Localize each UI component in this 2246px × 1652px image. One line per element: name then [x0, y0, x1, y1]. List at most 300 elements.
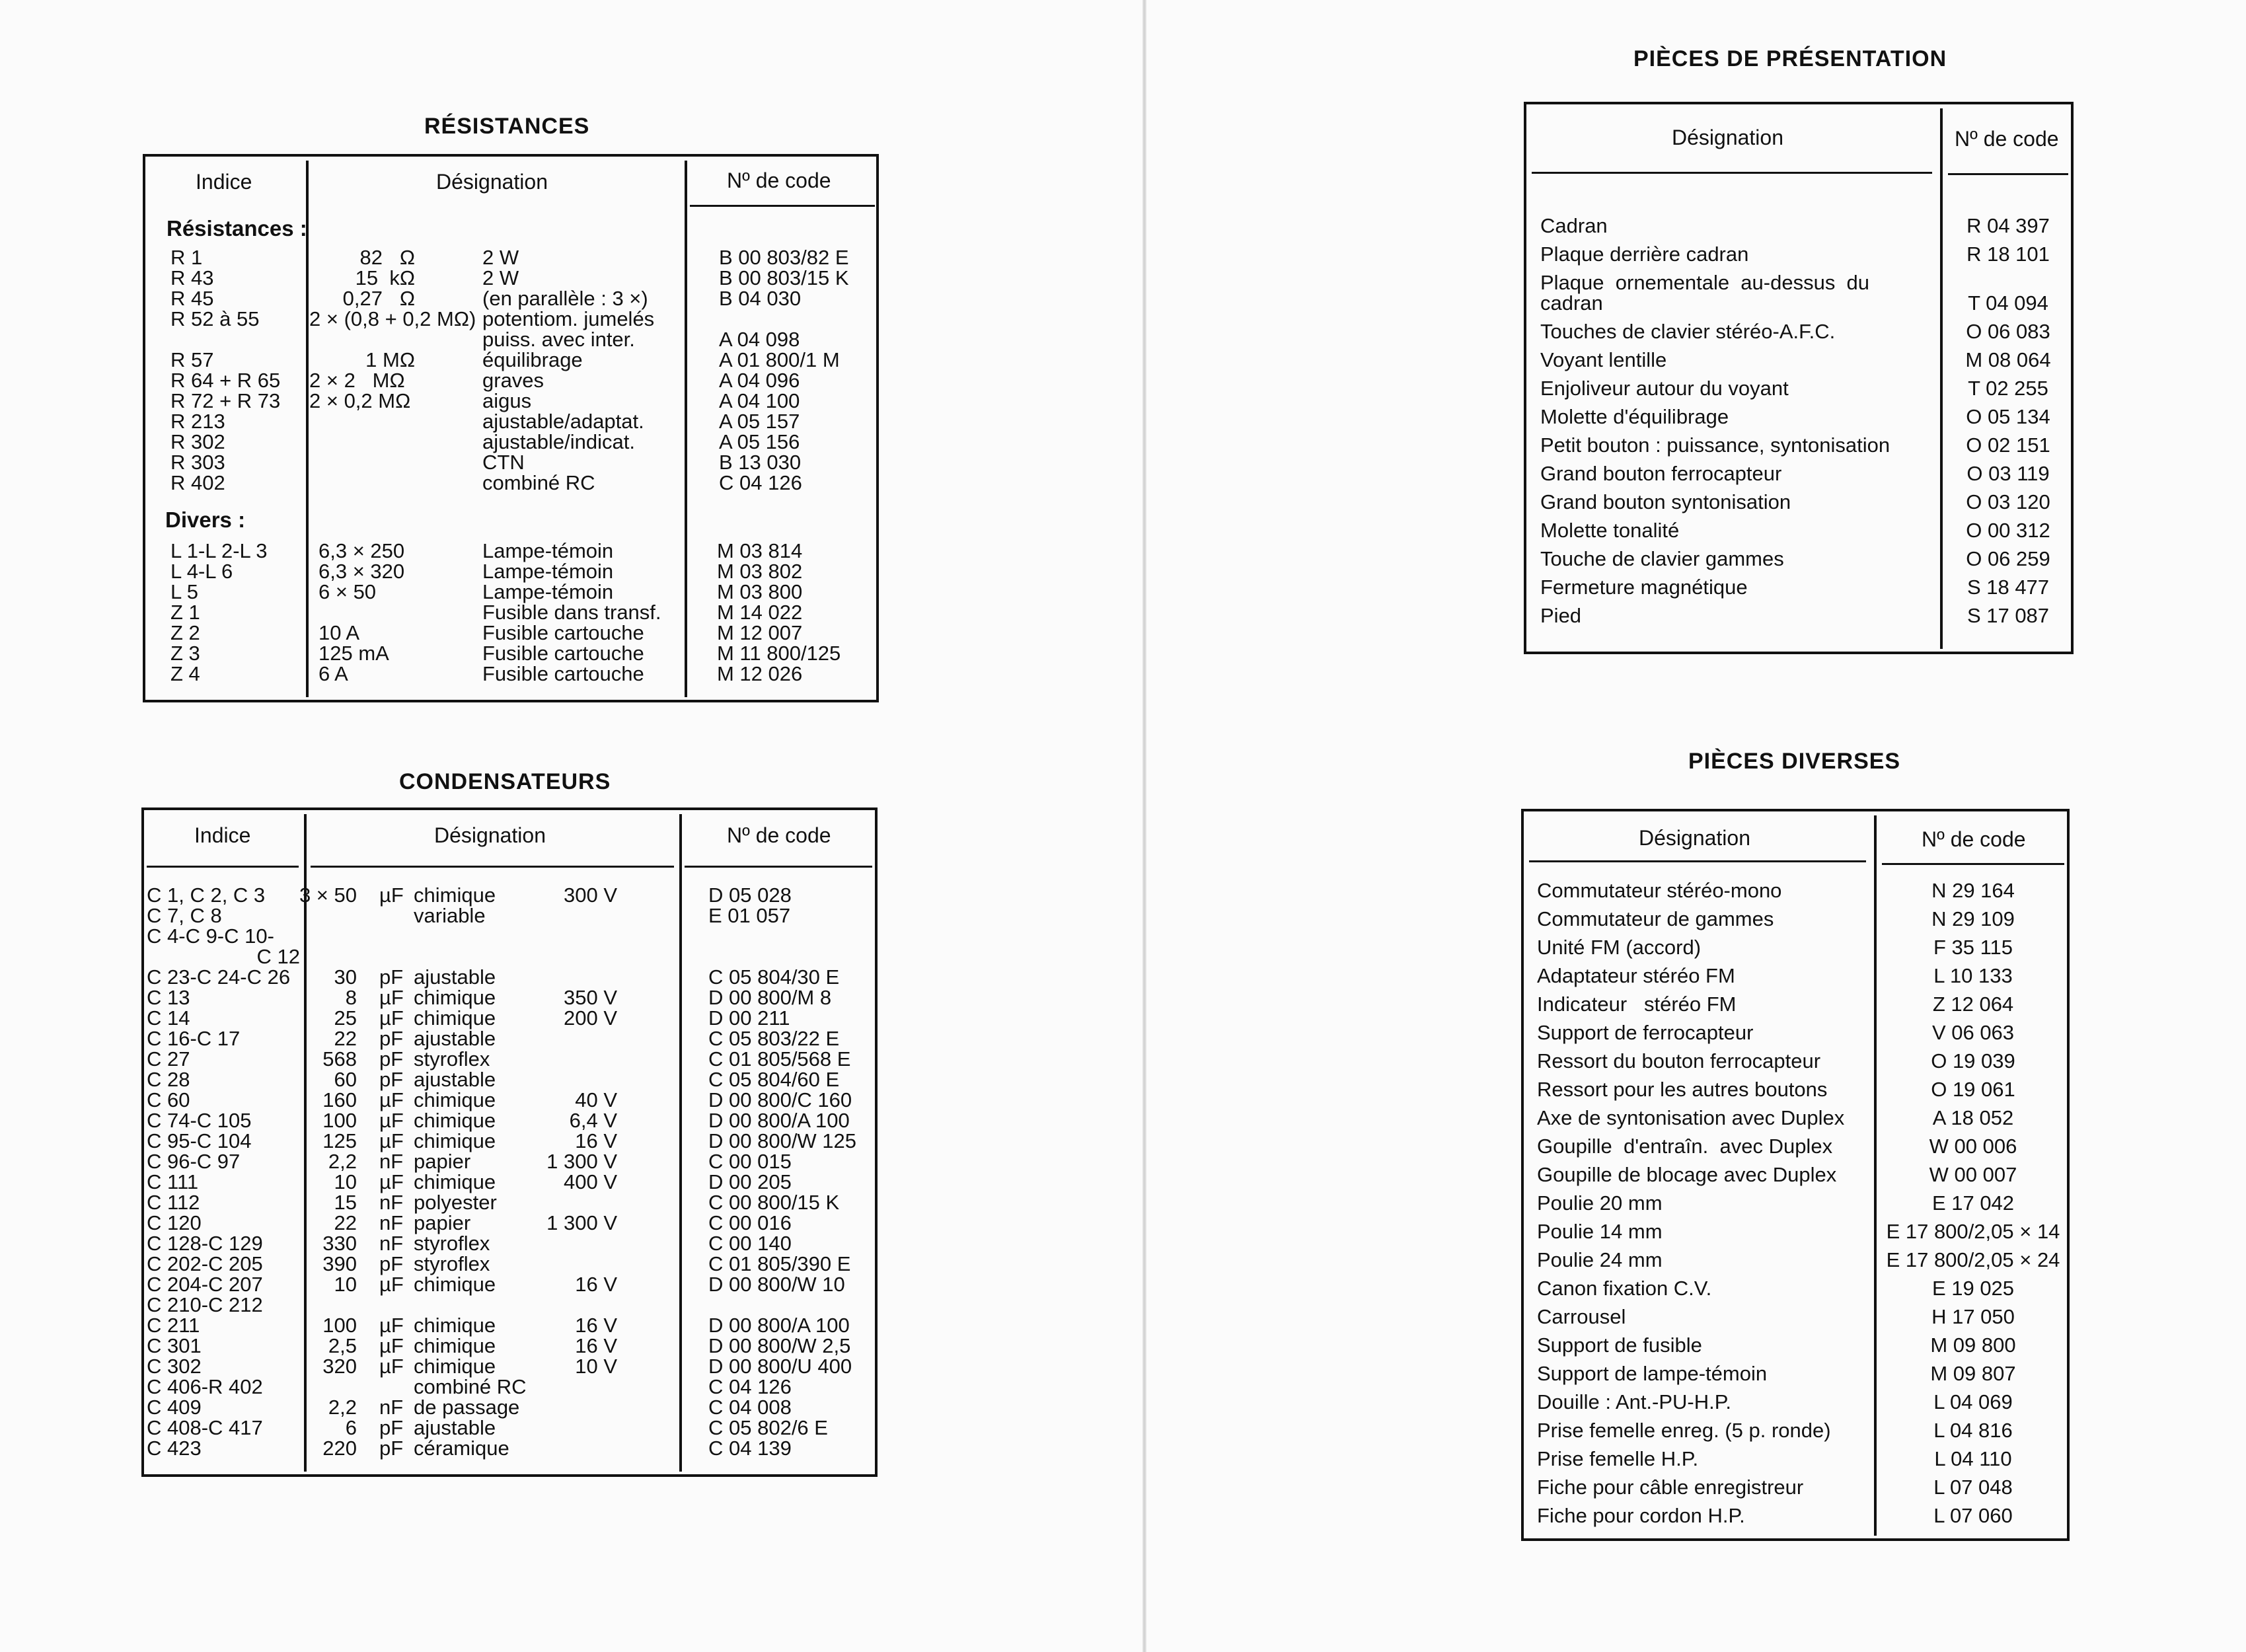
cell-valeur: 3 × 50 [299, 883, 357, 907]
cell-unite: µF [379, 1334, 404, 1357]
cell-designation: Douille : Ant.-PU-H.P. [1537, 1390, 1732, 1413]
cell-designation: (en parallèle : 3 ×) [482, 287, 648, 310]
cell-designation: Ressort pour les autres boutons [1537, 1078, 1828, 1101]
cell-unite: µF [379, 883, 404, 907]
cell-code: B 00 803/82 E [719, 246, 849, 269]
cell-code: M 09 800 [1930, 1333, 2016, 1357]
cell-code: O 06 259 [1966, 547, 2050, 570]
cell-designation: Plaque derrière cadran [1540, 243, 1749, 266]
cell-designation: Fiche pour cordon H.P. [1537, 1504, 1745, 1527]
cell-valeur: 568 [322, 1047, 357, 1070]
cell-indice: C 111 [147, 1170, 199, 1193]
diverses-rows [0, 879, 2075, 1532]
cell-tension: 6,4 V [569, 1109, 617, 1132]
cell-designation: combiné RC [482, 471, 595, 494]
cell-code: E 17 800/2,05 × 14 [1886, 1220, 2060, 1243]
table-row [0, 1078, 2075, 1106]
cell-designation: Cadran [1540, 214, 1608, 237]
cell-unite: µF [379, 1129, 404, 1152]
cell-code: F 35 115 [1933, 936, 2013, 959]
cell-designation: Plaque ornementale au-dessus du [1540, 271, 1870, 294]
cell-code: C 05 802/6 E [708, 1416, 828, 1439]
cell-valeur: 2 × (0,8 + 0,2 MΩ) [309, 307, 476, 330]
cell-valeur: 22 [334, 1027, 357, 1050]
cell-designation: ajustable/indicat. [482, 430, 635, 453]
cell-tension: 16 V [575, 1334, 617, 1357]
cell-designation: Support de lampe-témoin [1537, 1362, 1768, 1385]
table-row [0, 243, 2075, 271]
cell-designation: Grand bouton ferrocapteur [1540, 462, 1782, 485]
cell-valeur: 82 Ω [359, 246, 415, 269]
diverses-title: PIÈCES DIVERSES [1688, 749, 1901, 774]
cell-designation: cadran [1540, 291, 1603, 315]
cell-indice: C 28 [147, 1068, 190, 1091]
cell-code: M 14 022 [717, 601, 803, 624]
cell-designation: Pied [1540, 604, 1582, 627]
table-row [0, 519, 2075, 547]
cell-code: D 05 028 [708, 883, 792, 907]
cell-valeur: 10 [334, 1273, 357, 1296]
cell-unite: pF [379, 1047, 404, 1070]
cell-designation: 2 W [482, 266, 519, 289]
cell-code: E 17 042 [1931, 1191, 2015, 1215]
cell-tension: 16 V [575, 1129, 617, 1152]
cell-code: C 00 015 [708, 1150, 792, 1173]
cell-code: C 05 804/30 E [708, 965, 840, 989]
cell-designation: Poulie 14 mm [1537, 1220, 1663, 1243]
cell-code: M 03 802 [717, 560, 803, 583]
table-row [0, 662, 879, 683]
cell-code: C 04 008 [708, 1396, 792, 1419]
cell-type: papier [414, 1211, 471, 1234]
cell-code: C 00 800/15 K [708, 1191, 840, 1214]
cell-code: C 05 804/60 E [708, 1068, 840, 1091]
cell-valeur: 160 [322, 1088, 357, 1111]
cell-code: S 17 087 [1966, 604, 2050, 627]
table-row [0, 433, 2075, 462]
cell-type: chimique [414, 883, 496, 907]
cell-code: D 00 205 [708, 1170, 792, 1193]
cell-valeur: 0,27 Ω [342, 287, 415, 310]
resistances-header-indice: Indice [196, 170, 252, 194]
cell-type: polyester [414, 1191, 497, 1214]
cell-code: O 19 039 [1931, 1049, 2015, 1072]
cell-code: A 05 156 [719, 430, 800, 453]
cell-code: M 11 800/125 [717, 642, 841, 665]
table-row [0, 642, 879, 665]
cell-code: C 00 016 [708, 1211, 792, 1234]
cell-indice: L 4-L 6 [170, 560, 233, 583]
cell-unite: µF [379, 1355, 404, 1378]
table-row [0, 1476, 2075, 1504]
cell-code: L 10 133 [1933, 964, 2013, 987]
cell-unite: pF [379, 1416, 404, 1439]
cell-type: ajustable [414, 1027, 496, 1050]
cell-designation: Adaptateur stéréo FM [1537, 964, 1735, 987]
cell-code: O 03 119 [1966, 462, 2050, 485]
cell-unite: nF [379, 1396, 404, 1419]
cell-code: A 18 052 [1932, 1106, 2014, 1129]
cell-valeur: 320 [322, 1355, 357, 1378]
cell-code: A 04 098 [719, 328, 800, 351]
cell-valeur: 6 [345, 1416, 357, 1439]
cell-valeur: 390 [322, 1252, 357, 1275]
cell-type: chimique [414, 986, 496, 1009]
cell-designation: Fermeture magnétique [1540, 576, 1748, 599]
cell-code: Z 12 064 [1932, 993, 2014, 1016]
table-row [0, 993, 2075, 1021]
cell-indice: C 7, C 8 [147, 904, 222, 927]
cell-designation: Goupille d'entraîn. avec Duplex [1537, 1135, 1833, 1158]
table-row [0, 964, 2075, 993]
cell-code: L 07 060 [1933, 1504, 2013, 1527]
cell-indice: C 409 [147, 1396, 202, 1419]
cell-tension: 200 V [563, 1006, 617, 1030]
table-row [0, 1333, 2075, 1362]
table-row [0, 1106, 2075, 1135]
cell-unite: µF [379, 1170, 404, 1193]
cell-designation: Indicateur stéréo FM [1537, 993, 1737, 1016]
cell-type: chimique [414, 1129, 496, 1152]
cell-designation: Poulie 24 mm [1537, 1248, 1663, 1271]
cell-designation: équilibrage [482, 348, 583, 371]
cell-designation: Commutateur de gammes [1537, 907, 1774, 930]
cell-indice: R 72 + R 73 [170, 389, 281, 412]
cell-indice: C 211 [147, 1314, 200, 1337]
cell-valeur: 6,3 × 320 [318, 560, 405, 583]
cell-designation: potentiom. jumelés [482, 307, 655, 330]
cell-designation: Lampe-témoin [482, 560, 614, 583]
table-row [0, 1447, 2075, 1476]
table-row [0, 1277, 2075, 1305]
cell-code: D 00 800/A 100 [708, 1314, 850, 1337]
cell-indice: R 402 [170, 471, 225, 494]
cell-indice: R 303 [170, 451, 225, 474]
cell-code: R 18 101 [1966, 243, 2050, 266]
cell-designation: aigus [482, 389, 532, 412]
cell-valeur: 6 × 50 [318, 580, 377, 603]
table-row [0, 291, 2075, 320]
cell-tension: 1 300 V [546, 1211, 617, 1234]
cell-designation: Goupille de blocage avec Duplex [1537, 1163, 1837, 1186]
table-row [0, 348, 2075, 377]
table-row [0, 1163, 2075, 1191]
cell-code: O 00 312 [1966, 519, 2050, 542]
cell-designation: Prise femelle H.P. [1537, 1447, 1699, 1470]
cell-indice: Z 3 [170, 642, 200, 665]
cell-designation: Commutateur stéréo-mono [1537, 879, 1782, 902]
cell-designation: Axe de syntonisation avec Duplex [1537, 1106, 1845, 1129]
cell-type: de passage [414, 1396, 520, 1419]
cell-tension: 16 V [575, 1273, 617, 1296]
cell-code: A 04 100 [719, 389, 800, 412]
cell-designation: CTN [482, 451, 525, 474]
cell-valeur: 2,2 [328, 1396, 357, 1419]
cell-designation: Fusible cartouche [482, 642, 644, 665]
table-row [0, 604, 2075, 632]
table-row [0, 271, 2075, 294]
cell-unite: pF [379, 1027, 404, 1050]
cell-indice: C 128-C 129 [147, 1232, 263, 1255]
table-row [0, 1049, 2075, 1078]
cell-valeur: 125 mA [318, 642, 389, 665]
cell-type: styroflex [414, 1232, 490, 1255]
cell-designation: Prise femelle enreg. (5 p. ronde) [1537, 1419, 1831, 1442]
cell-valeur: 10 A [318, 621, 360, 644]
cell-designation: Unité FM (accord) [1537, 936, 1702, 959]
table-row [0, 320, 2075, 348]
cell-type: papier [414, 1150, 471, 1173]
cell-indice: R 302 [170, 430, 225, 453]
cell-code: C 01 805/390 E [708, 1252, 851, 1275]
cell-code: S 18 477 [1966, 576, 2050, 599]
cell-designation: Molette d'équilibrage [1540, 405, 1729, 428]
cell-code: D 00 211 [708, 1006, 790, 1030]
cell-code: D 00 800/U 400 [708, 1355, 852, 1378]
cell-code: W 00 007 [1929, 1163, 2017, 1186]
cell-designation: Fiche pour câble enregistreur [1537, 1476, 1804, 1499]
cell-code: O 03 120 [1966, 490, 2050, 513]
cell-code: C 04 139 [708, 1437, 792, 1460]
presentation-header-designation: Désignation [1672, 126, 1783, 149]
cell-code: N 29 164 [1931, 879, 2015, 902]
cell-tension: 1 300 V [546, 1150, 617, 1173]
cell-unite: µF [379, 1314, 404, 1337]
cell-unite: µF [379, 1088, 404, 1111]
cell-indice: C 14 [147, 1006, 190, 1030]
cell-type: chimique [414, 1314, 496, 1337]
cell-type: chimique [414, 1088, 496, 1111]
cell-code: H 17 050 [1931, 1305, 2015, 1328]
cell-indice: L 5 [170, 580, 198, 603]
table-row [0, 377, 2075, 405]
table-row [0, 1419, 2075, 1447]
cell-code: L 04 069 [1933, 1390, 2013, 1413]
cell-type: chimique [414, 1273, 496, 1296]
cell-indice: C 12 [256, 945, 300, 968]
cell-indice: C 60 [147, 1088, 190, 1111]
cell-valeur: 60 [334, 1068, 357, 1091]
table-row [0, 405, 2075, 433]
diverses-header-code: Nº de code [1922, 827, 2026, 851]
cell-indice: C 13 [147, 986, 190, 1009]
cell-code: M 09 807 [1930, 1362, 2016, 1385]
cell-designation: 2 W [482, 246, 519, 269]
cell-type: chimique [414, 1006, 496, 1030]
cell-designation: Touche de clavier gammes [1540, 547, 1784, 570]
cell-code: C 04 126 [719, 471, 802, 494]
cell-unite: µF [379, 1006, 404, 1030]
cell-type: ajustable [414, 965, 496, 989]
cell-designation: Support de fusible [1537, 1333, 1702, 1357]
cell-type: ajustable [414, 1416, 496, 1439]
cell-code: B 00 803/15 K [719, 266, 849, 289]
table-row [0, 936, 2075, 964]
table-row [0, 1220, 2075, 1248]
cell-code: R 04 397 [1966, 214, 2050, 237]
cell-indice: C 16-C 17 [147, 1027, 241, 1050]
cell-type: ajustable [414, 1068, 496, 1091]
condensateurs-header-code: Nº de code [727, 823, 831, 847]
cell-indice: C 27 [147, 1047, 190, 1070]
cell-indice: C 301 [147, 1334, 202, 1357]
cell-type: chimique [414, 1109, 496, 1132]
cell-indice: C 302 [147, 1355, 202, 1378]
cell-code: D 00 800/W 125 [708, 1129, 857, 1152]
cell-indice: R 45 [170, 287, 214, 310]
cell-code: T 02 255 [1968, 377, 2048, 400]
cell-valeur: 1 MΩ [365, 348, 415, 371]
table-row [0, 547, 2075, 576]
cell-code: M 08 064 [1965, 348, 2051, 371]
cell-code: M 12 026 [717, 662, 803, 685]
cell-code: C 04 126 [708, 1375, 792, 1398]
cell-indice: C 408-C 417 [147, 1416, 263, 1439]
cell-designation: ajustable/adaptat. [482, 410, 644, 433]
cell-indice: R 43 [170, 266, 214, 289]
table-row [0, 490, 2075, 519]
cell-code: B 04 030 [719, 287, 802, 310]
cell-valeur: 2 × 2 MΩ [309, 369, 405, 392]
cell-code: N 29 109 [1931, 907, 2015, 930]
table-row [0, 879, 2075, 907]
table-row [0, 576, 2075, 604]
cell-indice: L 1-L 2-L 3 [170, 539, 268, 562]
cell-code: M 03 800 [717, 580, 803, 603]
cell-code: E 19 025 [1931, 1277, 2015, 1300]
resistances-title: RÉSISTANCES [424, 114, 590, 139]
table-row [0, 1135, 2075, 1163]
cell-code: A 05 157 [719, 410, 800, 433]
cell-indice: C 74-C 105 [147, 1109, 252, 1132]
cell-unite: µF [379, 1109, 404, 1132]
cell-code: M 12 007 [717, 621, 803, 644]
cell-code: D 00 800/W 10 [708, 1273, 845, 1296]
cell-code: O 06 083 [1966, 320, 2050, 343]
cell-designation: Lampe-témoin [482, 580, 614, 603]
cell-tension: 40 V [575, 1088, 617, 1111]
divers-section-label: Divers : [165, 507, 246, 532]
cell-valeur: 2,5 [328, 1334, 357, 1357]
resistances-header-code: Nº de code [727, 169, 831, 192]
cell-designation: Voyant lentille [1540, 348, 1667, 371]
cell-unite: µF [379, 986, 404, 1009]
table-row [0, 907, 2075, 936]
table-row [0, 1390, 2075, 1419]
cell-indice: C 4-C 9-C 10- [147, 924, 274, 948]
cell-designation: Petit bouton : puissance, syntonisation [1540, 433, 1890, 457]
presentation-header-code: Nº de code [1955, 127, 2059, 151]
cell-unite: nF [379, 1211, 404, 1234]
cell-valeur: 100 [322, 1314, 357, 1337]
cell-unite: pF [379, 1068, 404, 1091]
cell-indice: C 1, C 2, C 3 [147, 883, 266, 907]
condensateurs-title: CONDENSATEURS [399, 769, 611, 794]
cell-code: M 03 814 [717, 539, 803, 562]
cell-valeur: 2 × 0,2 MΩ [309, 389, 411, 412]
cell-indice: R 57 [170, 348, 214, 371]
cell-tension: 10 V [575, 1355, 617, 1378]
cell-code: A 04 096 [719, 369, 800, 392]
cell-valeur: 220 [322, 1437, 357, 1460]
table-row [0, 1021, 2075, 1049]
table-row [0, 1362, 2075, 1390]
cell-valeur: 330 [322, 1232, 357, 1255]
cell-indice: R 52 à 55 [170, 307, 260, 330]
cell-code: L 07 048 [1933, 1476, 2013, 1499]
cell-designation: Lampe-témoin [482, 539, 614, 562]
table-row [0, 214, 2075, 243]
cell-designation: Carrousel [1537, 1305, 1626, 1328]
cell-type: chimique [414, 1334, 496, 1357]
cell-indice: C 204-C 207 [147, 1273, 263, 1296]
cell-valeur: 15 kΩ [355, 266, 415, 289]
cell-indice: R 213 [170, 410, 225, 433]
cell-indice: C 202-C 205 [147, 1252, 263, 1275]
cell-unite: pF [379, 1437, 404, 1460]
cell-indice: C 96-C 97 [147, 1150, 241, 1173]
cell-valeur: 22 [334, 1211, 357, 1234]
cell-code: L 04 110 [1934, 1447, 2012, 1470]
cell-code: C 05 803/22 E [708, 1027, 840, 1050]
cell-code: E 01 057 [708, 904, 791, 927]
resistances-section-label: Résistances : [167, 216, 307, 241]
cell-indice: C 23-C 24-C 26 [147, 965, 291, 989]
cell-designation: Enjoliveur autour du voyant [1540, 377, 1789, 400]
cell-type: variable [414, 904, 486, 927]
cell-indice: R 1 [170, 246, 203, 269]
cell-code: V 06 063 [1931, 1021, 2015, 1044]
cell-unite: µF [379, 1273, 404, 1296]
cell-type: styroflex [414, 1047, 490, 1070]
cell-indice: C 210-C 212 [147, 1293, 263, 1316]
cell-indice: C 112 [147, 1191, 200, 1214]
presentation-rows [0, 214, 2075, 632]
cell-unite: nF [379, 1150, 404, 1173]
cell-code: D 00 800/W 2,5 [708, 1334, 851, 1357]
cell-code: E 17 800/2,05 × 24 [1886, 1248, 2060, 1271]
cell-type: chimique [414, 1170, 496, 1193]
presentation-title: PIÈCES DE PRÉSENTATION [1633, 46, 1947, 71]
cell-code: C 00 140 [708, 1232, 792, 1255]
cell-indice: C 423 [147, 1437, 202, 1460]
diverses-header-designation: Désignation [1639, 826, 1750, 850]
cell-valeur: 6 A [318, 662, 348, 685]
cell-code: O 05 134 [1966, 405, 2050, 428]
cell-type: chimique [414, 1355, 496, 1378]
cell-indice: C 120 [147, 1211, 202, 1234]
cell-code: W 00 006 [1929, 1135, 2017, 1158]
cell-valeur: 100 [322, 1109, 357, 1132]
cell-tension: 350 V [563, 986, 617, 1009]
cell-designation: graves [482, 369, 544, 392]
cell-designation: Ressort du bouton ferrocapteur [1537, 1049, 1821, 1072]
cell-designation: Molette tonalité [1540, 519, 1680, 542]
cell-valeur: 15 [334, 1191, 357, 1214]
cell-unite: pF [379, 1252, 404, 1275]
cell-valeur: 25 [334, 1006, 357, 1030]
cell-code: C 01 805/568 E [708, 1047, 851, 1070]
table-row [0, 1305, 2075, 1333]
cell-valeur: 2,2 [328, 1150, 357, 1173]
cell-code: O 02 151 [1966, 433, 2050, 457]
cell-indice: Z 1 [170, 601, 200, 624]
cell-designation: Fusible dans transf. [482, 601, 661, 624]
cell-indice: R 64 + R 65 [170, 369, 281, 392]
cell-code: O 19 061 [1931, 1078, 2015, 1101]
cell-tension: 16 V [575, 1314, 617, 1337]
condensateurs-header-designation: Désignation [434, 823, 546, 847]
